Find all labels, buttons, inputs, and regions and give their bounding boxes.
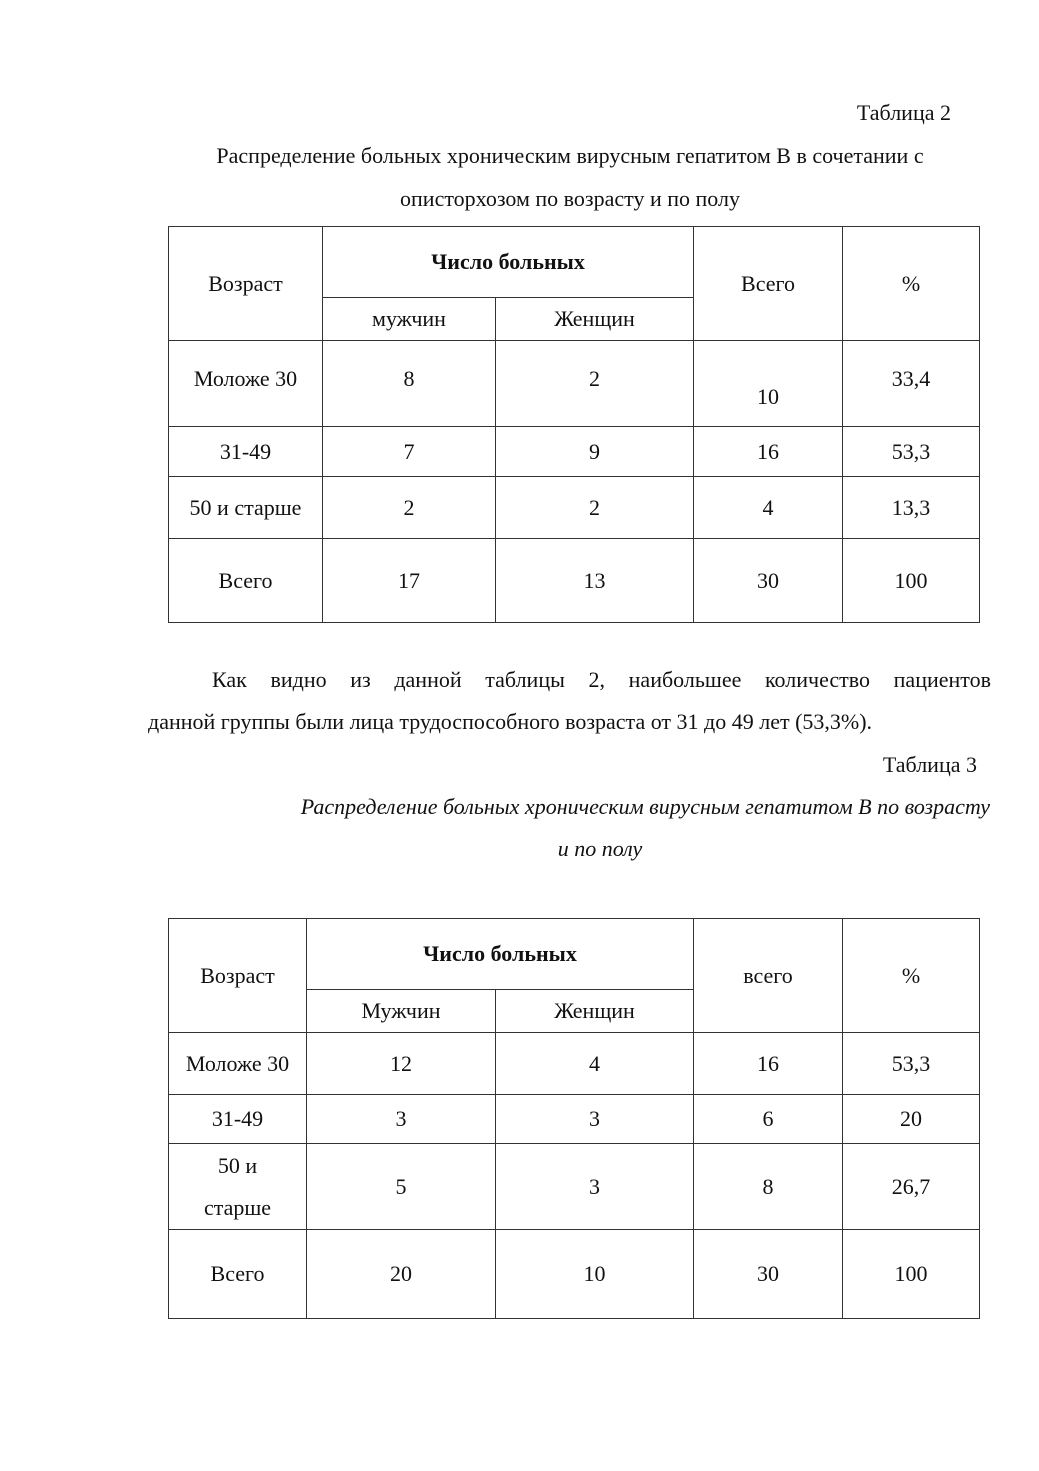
cell-women: 3 bbox=[496, 1095, 694, 1144]
paragraph-line1: Как видно из данной таблицы 2, наибольшее количество пациентов bbox=[212, 667, 991, 692]
table2-col-women: Женщин bbox=[496, 298, 694, 341]
cell-women: 2 bbox=[496, 341, 694, 427]
table3-col-pct: % bbox=[843, 919, 980, 1033]
table2-col-group: Число больных bbox=[323, 227, 694, 298]
cell-age-line1: 50 и bbox=[217, 1152, 258, 1178]
cell-pct: 53,3 bbox=[843, 427, 980, 477]
cell-total: 6 bbox=[694, 1095, 843, 1144]
cell-men: 8 bbox=[323, 341, 496, 427]
table2-col-men: мужчин bbox=[323, 298, 496, 341]
cell-age: 31-49 bbox=[169, 427, 323, 477]
table3-col-total: всего bbox=[694, 919, 843, 1033]
cell-men: 7 bbox=[323, 427, 496, 477]
cell-women: 4 bbox=[496, 1033, 694, 1095]
cell-total: 8 bbox=[694, 1144, 843, 1230]
cell-pct: 13,3 bbox=[843, 477, 980, 539]
cell-age bbox=[169, 1144, 307, 1230]
table2-col-age: Возраст bbox=[169, 227, 323, 341]
table3-col-women: Женщин bbox=[496, 990, 694, 1033]
table-row bbox=[169, 341, 980, 427]
cell-total: 30 bbox=[694, 1230, 843, 1319]
cell-women: 3 bbox=[496, 1144, 694, 1230]
table3-col-age: Возраст bbox=[169, 919, 307, 1033]
table-row bbox=[169, 477, 980, 539]
cell-men: 17 bbox=[323, 539, 496, 623]
table-row bbox=[169, 539, 980, 623]
table3 bbox=[168, 918, 980, 1319]
cell-women: 10 bbox=[496, 1230, 694, 1319]
cell-age: 50 и старше bbox=[169, 477, 323, 539]
cell-pct: 53,3 bbox=[843, 1033, 980, 1095]
cell-age: Моложе 30 bbox=[169, 1033, 307, 1095]
table3-col-group: Число больных bbox=[307, 919, 694, 990]
cell-age: Всего bbox=[169, 1230, 307, 1319]
cell-total: 10 bbox=[694, 341, 843, 427]
table3-label: Таблица 3 bbox=[882, 752, 977, 777]
cell-age: Моложе 30 bbox=[169, 341, 323, 427]
cell-age-line2: старше bbox=[203, 1194, 272, 1220]
table-row bbox=[169, 427, 980, 477]
cell-total: 16 bbox=[694, 427, 843, 477]
cell-women: 2 bbox=[496, 477, 694, 539]
cell-total: 30 bbox=[694, 539, 843, 623]
cell-pct: 100 bbox=[843, 539, 980, 623]
cell-women: 13 bbox=[496, 539, 694, 623]
table2-label: Таблица 2 bbox=[856, 100, 951, 125]
cell-men: 20 bbox=[307, 1230, 496, 1319]
cell-total: 4 bbox=[694, 477, 843, 539]
cell-pct: 26,7 bbox=[843, 1144, 980, 1230]
cell-age: 31-49 bbox=[169, 1095, 307, 1144]
cell-pct: 20 bbox=[843, 1095, 980, 1144]
cell-total: 16 bbox=[694, 1033, 843, 1095]
table3-title-line1: Распределение больных хроническим вирусным гепатитом В по возрасту bbox=[300, 794, 990, 819]
table2-col-total: Всего bbox=[694, 227, 843, 341]
table-row bbox=[169, 1095, 980, 1144]
table2-col-pct: % bbox=[843, 227, 980, 341]
table3-header-row bbox=[169, 919, 980, 990]
cell-men: 5 bbox=[307, 1144, 496, 1230]
table2-title-line2: описторхозом по возрасту и по полу bbox=[400, 186, 740, 211]
table-row bbox=[169, 1033, 980, 1095]
table-row bbox=[169, 1230, 980, 1319]
body-paragraph bbox=[148, 659, 991, 743]
table2-header-row bbox=[169, 227, 980, 298]
cell-men: 2 bbox=[323, 477, 496, 539]
cell-men: 12 bbox=[307, 1033, 496, 1095]
table3-col-men: Мужчин bbox=[307, 990, 496, 1033]
cell-age: Всего bbox=[169, 539, 323, 623]
cell-women: 9 bbox=[496, 427, 694, 477]
cell-pct: 33,4 bbox=[843, 341, 980, 427]
table3-title-line2: и по полу bbox=[557, 836, 643, 861]
paragraph-line2: данной группы были лица трудоспособного возраста от 31 до 49 лет (53,3%). bbox=[148, 709, 873, 734]
cell-pct: 100 bbox=[843, 1230, 980, 1319]
table-row bbox=[169, 1144, 980, 1230]
table2 bbox=[168, 226, 980, 623]
table2-title-line1: Распределение больных хроническим вирусным гепатитом В в сочетании с bbox=[216, 143, 924, 168]
cell-men: 3 bbox=[307, 1095, 496, 1144]
